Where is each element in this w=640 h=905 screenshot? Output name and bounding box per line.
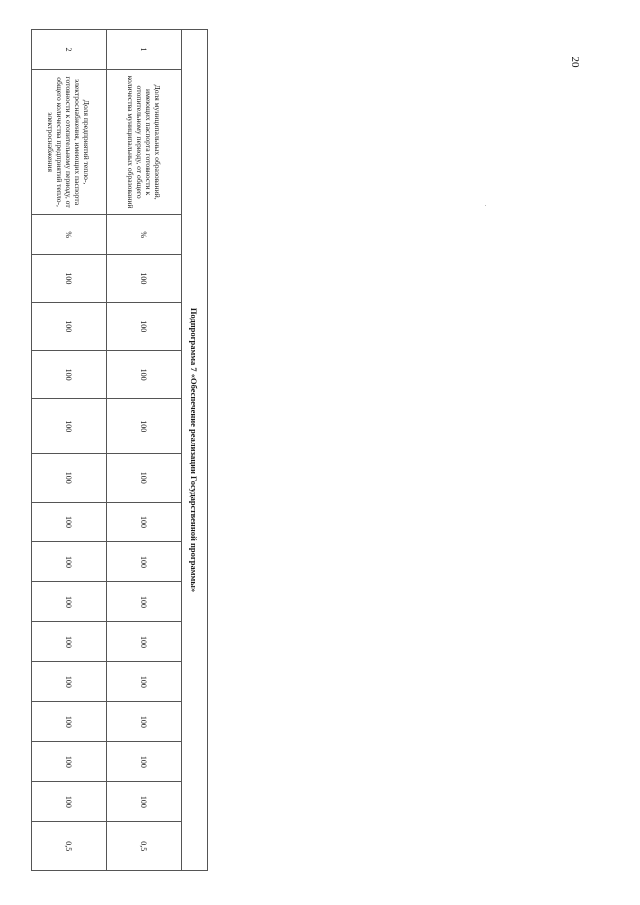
rotated-table — [34, 29, 208, 871]
unit-cell: % — [107, 215, 182, 255]
indicators-table — [31, 29, 208, 871]
value-cell: 100 — [107, 582, 182, 622]
value-cell: 100 — [107, 502, 182, 542]
value-cell: 100 — [32, 350, 107, 398]
value-cell: 100 — [32, 399, 107, 454]
unit-cell: % — [32, 215, 107, 255]
value-cell: 100 — [32, 662, 107, 702]
value-cell: 100 — [32, 542, 107, 582]
value-cell: 100 — [107, 622, 182, 662]
value-cell: 100 — [32, 502, 107, 542]
value-cell: 100 — [107, 454, 182, 502]
value-cell: 100 — [32, 742, 107, 782]
value-cell: 100 — [107, 255, 182, 302]
value-cell: 100 — [107, 302, 182, 350]
indicator-description: Доля муниципальных образований, имеющих паспорта готовности к отопительному периоду, от общего количества муниципальных образований — [107, 69, 182, 214]
value-cell: 100 — [107, 742, 182, 782]
row-number: 1 — [107, 30, 182, 70]
value-cell: 100 — [107, 399, 182, 454]
value-cell: 0,5 — [32, 822, 107, 871]
page-number: 20 — [569, 56, 581, 68]
value-cell: 100 — [32, 255, 107, 302]
value-cell: 100 — [32, 582, 107, 622]
indicator-description: Доля предприятий тепло-, электроснабжения, имеющих паспорта готовности к отопительному периоду, от общего количества предприятий тепло-, электроснабжения — [32, 69, 107, 214]
row-number: 2 — [32, 30, 107, 70]
value-cell: 100 — [107, 542, 182, 582]
value-cell: 100 — [107, 350, 182, 398]
value-cell: 100 — [32, 454, 107, 502]
indicators-table-container — [34, 29, 208, 871]
table-row — [32, 30, 107, 871]
value-cell: 100 — [107, 662, 182, 702]
value-cell: 100 — [32, 622, 107, 662]
table-row — [107, 30, 182, 871]
scan-artifact — [485, 205, 486, 206]
value-cell: 100 — [32, 782, 107, 822]
value-cell: 100 — [32, 702, 107, 742]
value-cell: 100 — [107, 702, 182, 742]
value-cell: 100 — [107, 782, 182, 822]
value-cell: 100 — [32, 302, 107, 350]
subprogram-title: Подпрограмма 7 «Обеспечение реализации Государственной программы» — [182, 30, 208, 871]
value-cell: 0,5 — [107, 822, 182, 871]
subprogram-header-row — [182, 30, 208, 871]
